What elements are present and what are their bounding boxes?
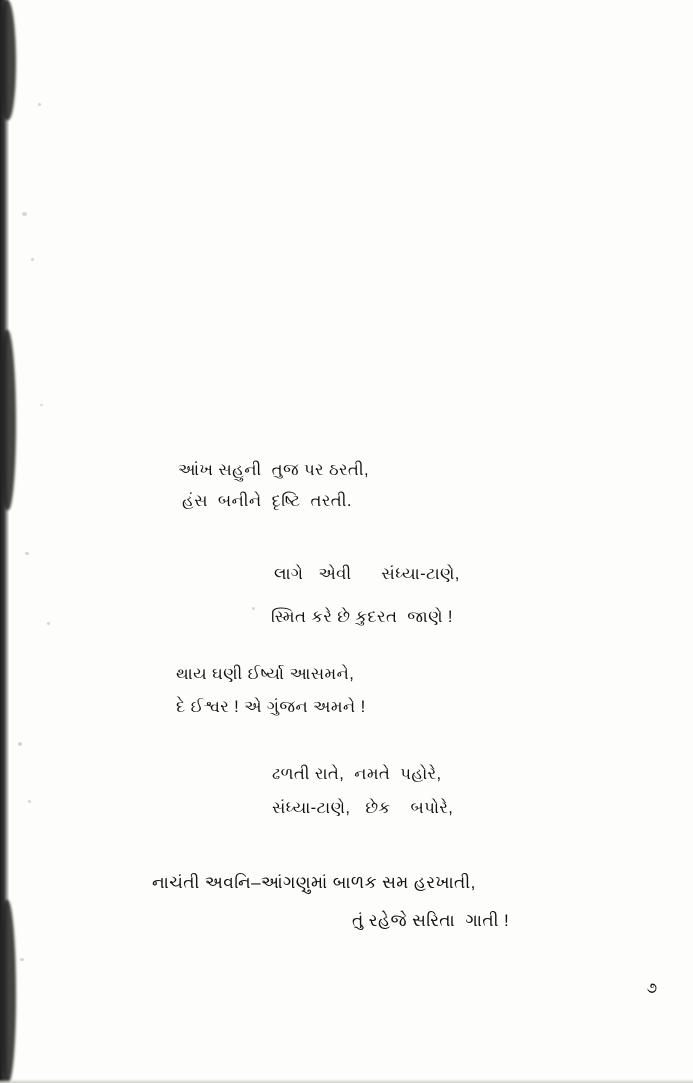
- poem-line: સંધ્યા-ટાણે, છેક બપોરે,: [272, 799, 454, 817]
- poem-line: થાય ઘણી ઈર્ષ્યા આસમને,: [176, 665, 355, 683]
- poem-line: નાચંતી અવનિ–આંગણુમાં બાળક સમ હરખાતી,: [152, 873, 476, 892]
- poem-line: દે ઈશ્વર ! એ ગુંજન અમને !: [176, 698, 366, 716]
- page-number: ૭: [646, 980, 657, 997]
- poem-line: ઢળતી રાતે, નમતે પહોરે,: [272, 765, 442, 783]
- poem-line: તું રહેજે સરિતા ગાતી !: [352, 911, 510, 930]
- poem-line: આંખ સહુની તુજ પર ઠરતી,: [178, 461, 369, 479]
- poem-line: સ્મિત કરે છે કુદરત જાણે !: [271, 608, 453, 626]
- poem-line: લાગે એવી સંધ્યા-ટાણે,: [274, 565, 460, 583]
- poem-line: હંસ બનીને દૃષ્ટિ તરતી.: [182, 492, 352, 510]
